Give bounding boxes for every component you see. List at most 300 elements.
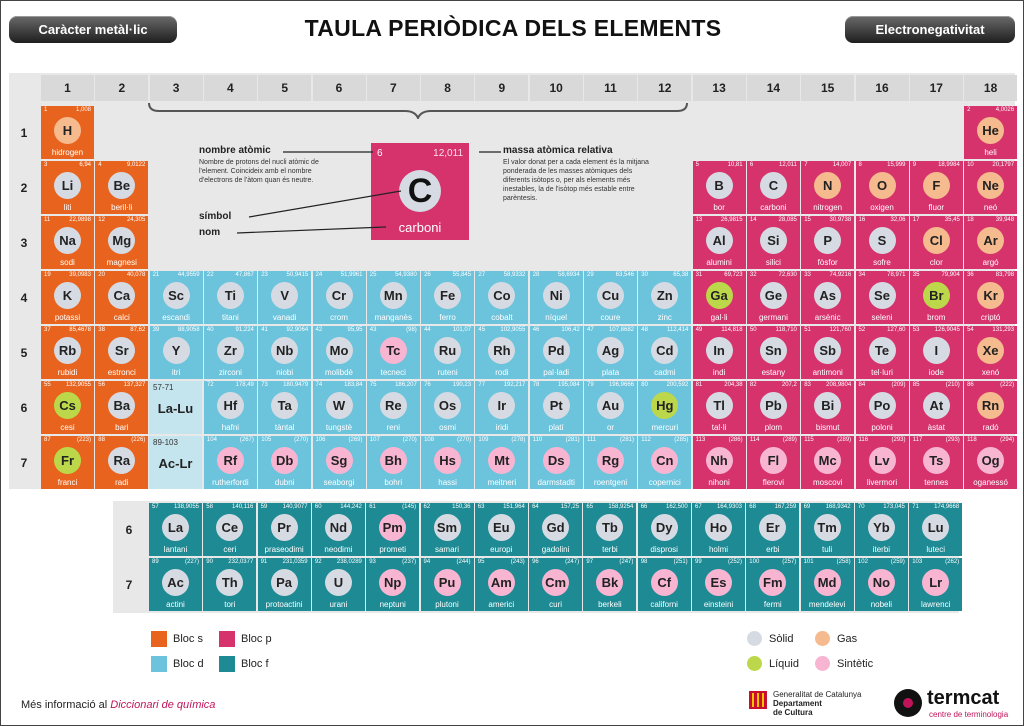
element-cell[interactable] (421, 558, 474, 611)
element-cell[interactable] (204, 326, 257, 379)
element-name: osmi (439, 423, 457, 432)
atomic-number: 98 (640, 559, 648, 565)
element-name: plom (764, 423, 783, 432)
atomic-mass: 44,9559 (177, 272, 200, 278)
placeholder-range: 57-71 (153, 383, 174, 392)
element-cell[interactable] (475, 436, 528, 489)
atomic-mass: 15,999 (887, 162, 906, 168)
atomic-mass: 20,1797 (992, 162, 1015, 168)
name-label: nom (199, 227, 221, 238)
atomic-number: 114 (749, 437, 760, 443)
atomic-mass: (252) (727, 559, 742, 565)
element-cell[interactable] (693, 326, 746, 379)
element-cell[interactable] (258, 326, 311, 379)
element-cell[interactable] (41, 381, 94, 434)
element-cell[interactable] (312, 503, 365, 556)
atomic-number: 83 (804, 382, 811, 388)
atomic-number: 99 (695, 559, 702, 565)
element-name: livermori (866, 478, 898, 487)
symbol-label: símbol (199, 211, 232, 222)
atomic-mass: 107,8682 (608, 327, 634, 333)
element-symbol: Hg (651, 392, 678, 419)
atomic-number: 27 (478, 272, 486, 278)
atomic-mass: 207,2 (781, 382, 797, 388)
atomic-number: 60 (314, 504, 322, 510)
element-cell[interactable] (529, 503, 582, 556)
atomic-number: 48 (641, 327, 648, 333)
element-name: estany (761, 368, 786, 377)
element-name: bor (713, 203, 725, 212)
element-name: antimoni (812, 368, 843, 377)
atomic-number: 107 (369, 437, 380, 443)
legend-label: Gas (837, 633, 858, 645)
atomic-number: 75 (369, 382, 377, 388)
element-symbol: Fe (434, 282, 461, 309)
element-name: zinc (657, 313, 672, 322)
element-symbol: Al (706, 227, 733, 254)
element-name: europi (490, 545, 513, 554)
atomic-mass: 10,81 (727, 162, 743, 168)
element-cell[interactable] (312, 558, 365, 611)
element-cell[interactable] (746, 503, 799, 556)
atomic-number: 51 (804, 327, 811, 333)
element-cell[interactable] (801, 436, 854, 489)
atomic-mass: 190,23 (452, 382, 472, 388)
element-cell[interactable] (421, 381, 474, 434)
element-name: gadolini (541, 545, 570, 554)
element-cell[interactable] (747, 436, 800, 489)
element-symbol: Rg (597, 447, 624, 474)
element-cell[interactable] (529, 558, 582, 611)
atomic-number: 16 (858, 217, 866, 223)
element-symbol: O (869, 172, 896, 199)
element-cell[interactable] (746, 558, 799, 611)
element-name: hassi (438, 478, 457, 487)
element-cell[interactable] (95, 326, 148, 379)
element-name: neó (983, 203, 998, 212)
atomic-number: 108 (424, 437, 435, 443)
element-cell[interactable] (421, 436, 474, 489)
atomic-mass: 158,9254 (608, 504, 634, 510)
element-cell[interactable] (150, 326, 203, 379)
atomic-mass: 140,116 (232, 504, 254, 510)
element-name: titani (221, 313, 239, 322)
atomic-number: 65 (586, 504, 594, 510)
element-cell[interactable] (475, 381, 528, 434)
atomic-mass: 51,9961 (340, 272, 363, 278)
element-name: tori (224, 600, 236, 609)
atomic-number: 3 (44, 162, 48, 168)
atomic-number: 103 (912, 559, 923, 565)
atomic-mass: 200,592 (666, 382, 689, 388)
footer-note (21, 699, 215, 711)
element-symbol: Nh (706, 447, 733, 474)
period-number: 6 (20, 401, 28, 415)
group-number: 6 (313, 75, 366, 101)
element-name: cobalt (491, 313, 513, 322)
element-cell[interactable] (801, 558, 854, 611)
atomic-number: 26 (424, 272, 431, 278)
element-cell[interactable] (366, 503, 419, 556)
atomic-number: 57 (152, 504, 159, 510)
element-cell[interactable] (801, 381, 854, 434)
atomic-mass: 168,9342 (825, 504, 851, 510)
element-cell[interactable] (421, 326, 474, 379)
atomic-mass: 22,9898 (69, 217, 91, 223)
atomic-number: 111 (587, 437, 597, 443)
element-symbol: Rb (54, 337, 81, 364)
electronegativity-badge: Electronegativitat (845, 16, 1015, 43)
element-cell[interactable] (638, 381, 691, 434)
element-cell[interactable] (747, 326, 800, 379)
element-name: einsteini (703, 600, 734, 609)
group-number: 15 (801, 75, 854, 101)
element-name: dubni (274, 478, 295, 487)
atomic-number: 78 (532, 382, 540, 388)
element-name: bari (115, 423, 129, 432)
element-symbol: Sg (326, 447, 353, 474)
element-cell[interactable] (638, 558, 691, 611)
element-name: bohri (384, 478, 403, 487)
element-cell[interactable] (692, 558, 745, 611)
element-name: zirconi (218, 368, 242, 377)
atomic-mass: (247) (565, 559, 580, 565)
atomic-number: 22 (206, 272, 214, 278)
atomic-number: 49 (695, 327, 703, 333)
element-cell[interactable] (203, 503, 256, 556)
atomic-mass: 58,9332 (503, 272, 526, 278)
atomic-number: 76 (424, 382, 431, 388)
element-cell[interactable] (367, 326, 420, 379)
atomic-number-label: nombre atòmic (199, 145, 271, 156)
element-symbol: Pb (760, 392, 787, 419)
element-name: silici (765, 258, 781, 267)
atomic-number: 86 (967, 382, 974, 388)
element-name: estronci (107, 368, 136, 377)
element-symbol: Db (271, 447, 298, 474)
atomic-mass: 114,818 (721, 327, 743, 333)
element-symbol: Tl (706, 392, 733, 419)
element-name: cadmi (654, 368, 676, 377)
element-name: heli (984, 148, 997, 157)
atomic-number: 85 (912, 382, 920, 388)
element-name: níquel (545, 313, 568, 322)
element-name: cesi (60, 423, 75, 432)
element-name: hidrogen (51, 148, 84, 157)
legend-state-liquid (747, 656, 762, 671)
atomic-mass: 196,9666 (608, 382, 634, 388)
atomic-mass: (262) (945, 559, 960, 565)
element-cell[interactable] (204, 436, 257, 489)
element-name: nobeli (870, 600, 893, 609)
element-cell[interactable] (638, 503, 691, 556)
element-symbol: Yb (868, 514, 895, 541)
atomic-mass: 118,710 (775, 327, 797, 333)
element-name: lantani (163, 545, 188, 554)
atomic-mass: (281) (619, 437, 634, 443)
element-cell[interactable] (856, 381, 909, 434)
atomic-mass: (209) (891, 382, 906, 388)
element-symbol: Nd (325, 514, 352, 541)
element-cell[interactable] (583, 503, 636, 556)
atomic-number: 92 (314, 559, 322, 565)
atomic-mass: 88,9058 (177, 327, 200, 333)
element-cell[interactable] (909, 558, 962, 611)
termcat-subtitle: centre de terminologia (929, 710, 1009, 719)
legend-state-solid (747, 631, 762, 646)
atomic-mass: 9,0122 (126, 162, 146, 168)
atomic-number: 6 (749, 162, 754, 168)
element-cell[interactable] (203, 558, 256, 611)
atomic-mass: 1,008 (75, 107, 91, 113)
element-cell[interactable] (258, 558, 311, 611)
atomic-mass: 91,224 (235, 327, 254, 333)
atomic-mass: (222) (1000, 382, 1015, 388)
element-cell[interactable] (856, 436, 909, 489)
atomic-mass: 65,38 (673, 272, 689, 278)
element-name: àstat (927, 423, 945, 432)
atomic-number: 10 (967, 162, 974, 168)
group-number: 4 (204, 75, 257, 101)
atomic-mass: 150,36 (452, 504, 471, 510)
element-cell[interactable] (41, 436, 94, 489)
legend-swatch-f (219, 656, 235, 672)
element-cell[interactable] (909, 503, 962, 556)
element-symbol: Mt (488, 447, 515, 474)
element-name: molibdè (324, 368, 353, 377)
atomic-mass: 47,867 (235, 272, 254, 278)
element-name: tel·luri (871, 368, 893, 377)
atomic-mass: (293) (891, 437, 906, 443)
element-symbol: Re (380, 392, 407, 419)
element-cell[interactable] (530, 381, 583, 434)
atomic-mass: (237) (402, 559, 417, 565)
atomic-mass: 72,630 (778, 272, 797, 278)
element-symbol: I (923, 337, 950, 364)
atomic-mass: 231,0359 (282, 559, 308, 565)
element-cell[interactable] (964, 381, 1017, 434)
atomic-mass: 78,971 (887, 272, 906, 278)
atomic-number: 72 (206, 382, 214, 388)
element-name: magnesi (106, 258, 137, 267)
element-cell[interactable] (530, 326, 583, 379)
element-cell[interactable] (856, 326, 909, 379)
element-cell[interactable] (258, 436, 311, 489)
atomic-number: 94 (423, 559, 431, 565)
element-cell[interactable] (638, 436, 691, 489)
element-name: pal·ladi (543, 368, 570, 377)
element-symbol: S (869, 227, 896, 254)
key-atomic-mass: 12,011 (433, 148, 463, 159)
group-number: 16 (856, 75, 909, 101)
atomic-mass: 121,760 (829, 327, 852, 333)
element-cell[interactable] (530, 436, 583, 489)
atomic-number: 31 (695, 272, 703, 278)
element-symbol: Pr (271, 514, 298, 541)
element-symbol: Pa (271, 569, 298, 596)
element-cell[interactable] (584, 436, 637, 489)
atomic-mass: 192,217 (503, 382, 526, 388)
element-cell[interactable] (910, 381, 963, 434)
atomic-number: 50 (749, 327, 757, 333)
legend-label: Bloc f (241, 658, 269, 670)
element-cell[interactable] (95, 436, 148, 489)
element-cell[interactable] (855, 558, 908, 611)
atomic-mass: (293) (945, 437, 960, 443)
element-name: seleni (871, 313, 893, 322)
atomic-mass: 167,259 (774, 504, 797, 510)
element-name: ceri (223, 545, 237, 554)
element-symbol: No (868, 569, 895, 596)
element-symbol: Mo (326, 337, 353, 364)
element-cell[interactable] (313, 326, 366, 379)
atomic-number: 17 (912, 217, 920, 223)
element-cell[interactable] (367, 436, 420, 489)
element-cell[interactable] (747, 381, 800, 434)
element-symbol: Ga (706, 282, 733, 309)
element-cell[interactable] (475, 326, 528, 379)
element-name: ferro (439, 313, 456, 322)
element-symbol: Ce (216, 514, 243, 541)
element-name: mendelevi (808, 600, 846, 609)
atomic-mass: 138,9055 (173, 504, 199, 510)
element-symbol: Er (759, 514, 786, 541)
atomic-number: 30 (641, 272, 648, 278)
element-cell[interactable] (313, 381, 366, 434)
element-cell[interactable] (95, 381, 148, 434)
atomic-number: 54 (967, 327, 974, 333)
legend-state-synthetic (815, 656, 830, 671)
legend-label: Bloc p (241, 633, 272, 645)
atomic-number: 11 (44, 217, 51, 223)
atomic-mass: 54,9380 (395, 272, 417, 278)
atomic-number: 5 (695, 162, 699, 168)
element-symbol: Ne (977, 172, 1004, 199)
element-cell[interactable] (41, 326, 94, 379)
element-cell[interactable] (910, 326, 963, 379)
atomic-mass: (281) (565, 437, 580, 443)
element-name: plata (601, 368, 620, 377)
atomic-mass: 238,0289 (336, 559, 362, 565)
element-symbol: Cn (651, 447, 678, 474)
element-symbol: Li (54, 172, 81, 199)
element-name: tennes (924, 478, 949, 487)
group-number: 5 (258, 75, 311, 101)
atomic-mass: 4,0026 (995, 107, 1015, 113)
element-cell[interactable] (855, 503, 908, 556)
element-name: darmstadti (537, 478, 575, 487)
element-cell[interactable] (258, 381, 311, 434)
element-symbol: C (760, 172, 787, 199)
element-cell[interactable] (366, 558, 419, 611)
element-name: vanadi (272, 313, 297, 322)
element-name: or (606, 423, 615, 432)
element-cell[interactable] (367, 381, 420, 434)
element-symbol: Hf (217, 392, 244, 419)
element-cell[interactable] (421, 503, 474, 556)
period-number: 7 (20, 456, 28, 470)
element-name: alumini (706, 258, 732, 267)
element-cell[interactable] (475, 503, 528, 556)
element-name: potassi (54, 313, 81, 322)
element-cell[interactable] (258, 503, 311, 556)
element-cell[interactable] (149, 558, 202, 611)
atomic-mass: 35,45 (944, 217, 960, 223)
atomic-number: 56 (98, 382, 105, 388)
atomic-mass: 174,9668 (934, 504, 960, 510)
atomic-mass: (285) (674, 437, 689, 443)
atomic-mass: 39,0983 (69, 272, 91, 278)
element-cell[interactable] (583, 558, 636, 611)
atomic-number: 55 (44, 382, 51, 388)
element-cell[interactable] (584, 381, 637, 434)
lanthanides-placeholder (149, 381, 202, 434)
period-number: 4 (20, 291, 28, 305)
element-symbol: Zr (217, 337, 244, 364)
footer-prefix: Més informació al (21, 699, 111, 711)
group-number: 12 (638, 75, 691, 101)
atomic-mass: 151,964 (503, 504, 525, 510)
element-symbol: Ir (488, 392, 515, 419)
element-name: iode (928, 368, 944, 377)
element-symbol: Co (488, 282, 515, 309)
element-cell[interactable] (801, 326, 854, 379)
element-name: gal·li (710, 313, 728, 322)
element-cell[interactable] (692, 503, 745, 556)
atomic-mass: 157,25 (560, 504, 580, 510)
element-cell[interactable] (313, 436, 366, 489)
element-cell[interactable] (204, 381, 257, 434)
atomic-mass: (289) (837, 437, 852, 443)
atomic-number: 4 (98, 162, 102, 168)
atomic-number: 112 (641, 437, 651, 443)
element-symbol: Zn (651, 282, 678, 309)
element-name: urani (329, 600, 348, 609)
element-symbol: Nb (271, 337, 298, 364)
element-symbol: U (325, 569, 352, 596)
element-cell[interactable] (638, 326, 691, 379)
atomic-mass: 140,9077 (282, 504, 308, 510)
element-cell[interactable] (693, 436, 746, 489)
element-symbol: Cl (923, 227, 950, 254)
element-symbol: Ca (108, 282, 135, 309)
element-cell[interactable] (475, 558, 528, 611)
element-cell[interactable] (964, 436, 1017, 489)
atomic-number: 19 (44, 272, 51, 278)
atomic-number: 15 (804, 217, 811, 223)
element-cell[interactable] (910, 436, 963, 489)
element-symbol: Ds (543, 447, 570, 474)
element-name: criptó (980, 313, 1001, 322)
element-name: fluor (928, 203, 945, 212)
element-cell[interactable] (693, 381, 746, 434)
atomic-mass: 24,305 (126, 217, 146, 223)
element-symbol: Rf (217, 447, 244, 474)
atomic-number: 116 (858, 437, 869, 443)
page-title: TAULA PERIÒDICA DELS ELEMENTS (304, 15, 722, 41)
element-cell[interactable] (964, 326, 1017, 379)
element-cell[interactable] (584, 326, 637, 379)
element-name: germani (758, 313, 788, 322)
element-name: hafni (221, 423, 240, 432)
element-symbol: H (54, 117, 81, 144)
dictionary-link[interactable]: Diccionari de química (110, 699, 216, 711)
group-number: 18 (964, 75, 1017, 101)
atomic-number: 118 (967, 437, 977, 443)
element-cell[interactable] (149, 503, 202, 556)
element-cell[interactable] (801, 503, 854, 556)
atomic-mass: 132,9055 (65, 382, 91, 388)
